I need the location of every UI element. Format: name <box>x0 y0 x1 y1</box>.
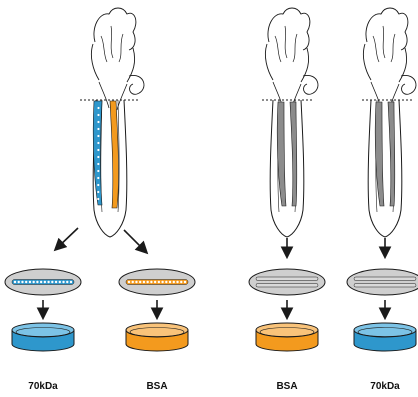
tube-dot <box>97 107 99 109</box>
dish-label-4: 70kDa <box>370 381 400 392</box>
capsule-dot <box>55 281 57 283</box>
capsule-dot <box>29 281 31 283</box>
gray-tube-2b <box>388 102 395 206</box>
capsule-dot <box>44 281 46 283</box>
capsule-dot <box>161 281 163 283</box>
gray-tube-1a <box>277 102 286 206</box>
capsule-dot <box>184 281 186 283</box>
capsule-dot <box>66 281 68 283</box>
capsule-dot <box>70 281 72 283</box>
preparation-gray-2 <box>362 8 416 237</box>
tube-dot <box>97 156 99 158</box>
gray-tube-2a <box>375 102 384 206</box>
capsule-dot <box>132 281 134 283</box>
dish-2 <box>126 323 188 351</box>
capsule-dot <box>146 281 148 283</box>
capsule-dot <box>32 281 34 283</box>
capsule-dot <box>128 281 130 283</box>
capsule-dot <box>139 281 141 283</box>
capsule-dot <box>173 281 175 283</box>
capsule-dot <box>14 281 16 283</box>
capsule-dot <box>59 281 61 283</box>
dish-1 <box>12 323 74 351</box>
capsule-dot <box>47 281 49 283</box>
capsule-dot <box>169 281 171 283</box>
capsule-dot <box>25 281 27 283</box>
preparation-colored <box>80 8 144 237</box>
capsule-dot <box>176 281 178 283</box>
tube-dot <box>97 163 99 165</box>
preparation-gray-1 <box>262 8 318 237</box>
tube-dot <box>97 121 99 123</box>
capsule-dot <box>165 281 167 283</box>
dish-3 <box>256 323 318 351</box>
capsule-dot <box>40 281 42 283</box>
dish-label-1: 70kDa <box>28 381 58 392</box>
capsule-dot <box>158 281 160 283</box>
capsule-dot <box>36 281 38 283</box>
capsule-dot <box>150 281 152 283</box>
head-sketch-colored <box>91 8 144 110</box>
tube-dot <box>97 177 99 179</box>
gray-tube-1b <box>290 102 297 206</box>
tube-dot <box>97 184 99 186</box>
tube-dot <box>97 114 99 116</box>
blue-tube <box>93 101 102 205</box>
dishes <box>12 323 416 351</box>
tube-dot <box>97 135 99 137</box>
capsule-dot <box>154 281 156 283</box>
capsule-dot <box>21 281 23 283</box>
dish-label-2: BSA <box>146 381 168 392</box>
tube-dot <box>97 128 99 130</box>
dish-label-3: BSA <box>276 381 298 392</box>
duct-body-gray-2 <box>368 100 402 237</box>
arrow-to-capsule-1 <box>56 228 78 249</box>
tube-dot <box>97 142 99 144</box>
tube-dot <box>97 149 99 151</box>
arrows <box>43 228 385 317</box>
capsule-3 <box>249 269 325 295</box>
capsule-dot <box>62 281 64 283</box>
capsule-dot <box>135 281 137 283</box>
head-sketch-gray-2 <box>363 8 416 110</box>
capsule-1 <box>5 269 81 295</box>
capsule-dot <box>180 281 182 283</box>
head-sketch-gray-1 <box>265 8 318 110</box>
capsule-4 <box>347 269 418 295</box>
dish-4 <box>354 323 416 351</box>
capsule-dot <box>18 281 20 283</box>
capsule-2 <box>119 269 195 295</box>
tube-dot <box>97 198 99 200</box>
arrow-to-capsule-2 <box>124 230 146 252</box>
orange-tube <box>110 101 119 208</box>
duct-body-gray-1 <box>270 100 304 237</box>
tube-dot <box>97 170 99 172</box>
capsule-dot <box>143 281 145 283</box>
tube-dot <box>97 191 99 193</box>
capsule-dot <box>51 281 53 283</box>
